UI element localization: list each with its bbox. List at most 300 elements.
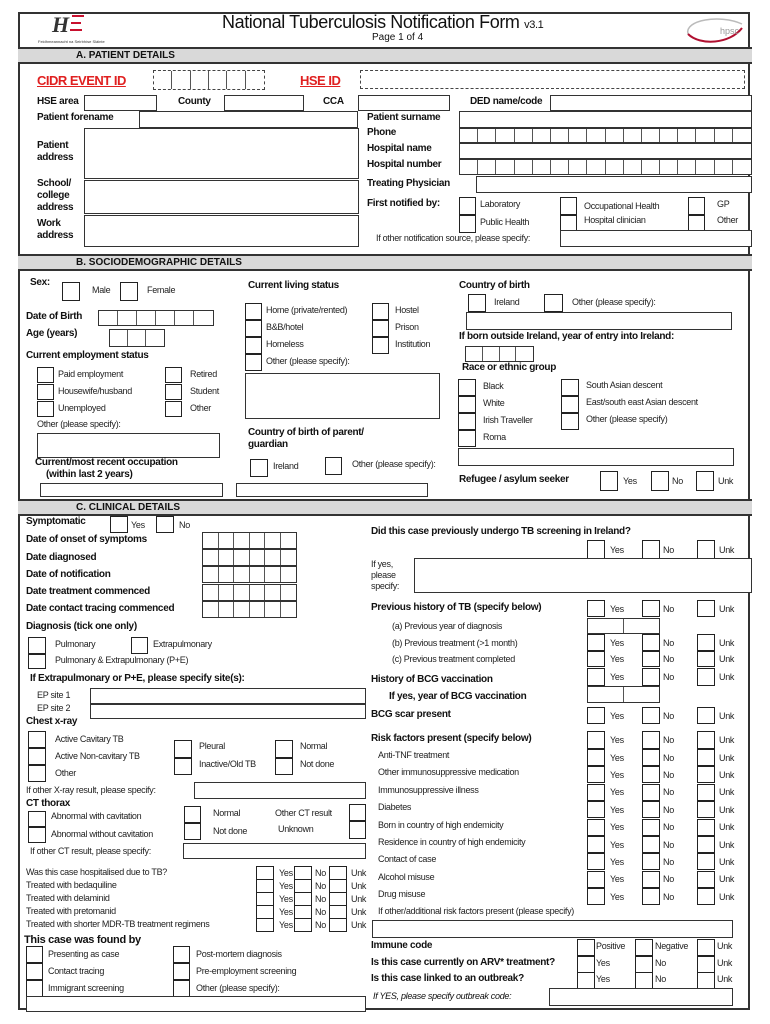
treat-date-field[interactable] (202, 584, 297, 601)
symp-no-checkbox[interactable] (156, 516, 174, 533)
risk-5-unk-checkbox[interactable] (697, 836, 715, 853)
c-risks-2-label: Immunosuppressive illness (378, 784, 479, 795)
digit-cell[interactable] (715, 129, 733, 142)
work-address-field[interactable] (84, 215, 359, 247)
digit-cell[interactable] (533, 129, 551, 142)
gp-checkbox[interactable] (688, 197, 705, 215)
c-risks-0-label: Anti-TNF treatment (378, 750, 450, 760)
risk-1-unk-checkbox[interactable] (697, 766, 715, 783)
digit-cell[interactable] (234, 602, 250, 617)
hse-id-field[interactable] (360, 70, 745, 89)
abcav-checkbox[interactable] (28, 811, 46, 827)
opt-no-label: No (663, 769, 674, 780)
b-paid-label: Paid employment (58, 369, 124, 379)
digit-cell[interactable] (733, 160, 751, 174)
occupation-field[interactable] (40, 483, 223, 497)
opt-unk-label: Unk (351, 868, 367, 878)
opt-no-label: No (655, 974, 666, 984)
risk-3-no-checkbox[interactable] (642, 801, 660, 818)
ctrace-checkbox[interactable] (26, 963, 43, 980)
preemp-checkbox[interactable] (173, 963, 190, 980)
arv-0-checkbox[interactable] (577, 956, 595, 973)
risk-3-yes-checkbox[interactable] (587, 801, 605, 818)
opt-yes-label: Yes (610, 710, 624, 721)
digit-cell[interactable] (219, 567, 235, 582)
risk-yes-checkbox[interactable] (587, 731, 605, 749)
inactive-checkbox[interactable] (174, 758, 192, 775)
opt-no-label: No (179, 520, 190, 530)
ct-notdone-checkbox[interactable] (184, 823, 201, 840)
refugee-no-checkbox[interactable] (651, 471, 669, 491)
unemp-checkbox[interactable] (37, 401, 54, 417)
risk-7-yes-checkbox[interactable] (587, 871, 605, 888)
digit-cell[interactable] (234, 585, 250, 600)
a-occ-label: Occupational Health (584, 201, 660, 211)
treatment-3-yes-checkbox[interactable] (256, 905, 274, 919)
risk-8-unk-checkbox[interactable] (697, 888, 715, 905)
c-onset-label: Date of onset of symptoms (26, 534, 147, 545)
outbreak-code-field[interactable] (549, 988, 733, 1006)
bcg-unk-checkbox[interactable] (697, 668, 715, 686)
digit-cell[interactable] (587, 129, 605, 142)
c-riskother-label: If other/additional risk factors present (please specify) (378, 906, 575, 916)
digit-cell[interactable] (281, 533, 297, 548)
digit-cell[interactable] (146, 330, 164, 346)
digit-cell[interactable] (234, 567, 250, 582)
digit-cell[interactable] (99, 311, 118, 325)
risk-2-no-checkbox[interactable] (642, 784, 660, 801)
digit-cell[interactable] (281, 585, 297, 600)
a-other_src-label: If other notification source, please specify: (376, 233, 531, 243)
digit-cell[interactable] (642, 129, 660, 142)
lab-checkbox[interactable] (459, 197, 476, 215)
bcg-scar-yes-checkbox[interactable] (587, 707, 605, 724)
digit-cell[interactable] (137, 311, 156, 325)
opt-unk-label: Unk (718, 476, 734, 486)
county-field[interactable] (224, 95, 304, 111)
other-source-field[interactable] (560, 230, 752, 247)
c-arv-label: Is this case currently on ARV* treatment? (371, 957, 555, 968)
digit-cell[interactable] (234, 533, 250, 548)
c-risk-label: Risk factors present (specify below) (371, 733, 532, 744)
notif-date-field[interactable] (202, 566, 297, 583)
emp-other-field[interactable] (37, 433, 220, 458)
digit-cell[interactable] (234, 550, 250, 565)
digit-cell[interactable] (587, 160, 605, 174)
bcg-scar-no-checkbox[interactable] (642, 707, 660, 724)
parent-ireland-checkbox[interactable] (250, 459, 268, 477)
risk-6-unk-checkbox[interactable] (697, 853, 715, 870)
digit-cell[interactable] (733, 129, 751, 142)
ct-normal-checkbox[interactable] (184, 806, 201, 823)
digit-cell[interactable] (588, 687, 624, 702)
noncav-checkbox[interactable] (28, 748, 46, 765)
refugee-unk-checkbox[interactable] (696, 471, 714, 491)
treatment-0-no-checkbox[interactable] (294, 866, 312, 880)
prev-treatment-yes-checkbox[interactable] (587, 634, 605, 651)
opt-yes-label: Yes (623, 476, 637, 486)
hospital-number-field[interactable] (459, 159, 752, 175)
risk-1-yes-checkbox[interactable] (587, 766, 605, 783)
opt-unk-label: Unk (719, 603, 735, 614)
prev-completed-unk-checkbox[interactable] (697, 651, 715, 667)
risk-7-no-checkbox[interactable] (642, 871, 660, 888)
risk-6-yes-checkbox[interactable] (587, 853, 605, 870)
ct-other-field[interactable] (183, 843, 366, 859)
digit-cell[interactable] (660, 129, 678, 142)
prev-history-unk-checkbox[interactable] (697, 600, 715, 617)
risk-2-unk-checkbox[interactable] (697, 784, 715, 801)
digit-cell[interactable] (203, 602, 219, 617)
risk-2-yes-checkbox[interactable] (587, 784, 605, 801)
xray-other-field[interactable] (194, 782, 366, 799)
occupational-health-checkbox[interactable] (560, 197, 577, 215)
cob-ireland-checkbox[interactable] (468, 294, 486, 312)
digit-cell[interactable] (265, 550, 281, 565)
treatment-3-unk-checkbox[interactable] (329, 905, 347, 919)
liv_other-checkbox[interactable] (245, 354, 262, 371)
digit-cell[interactable] (642, 160, 660, 174)
risk-0-unk-checkbox[interactable] (697, 749, 715, 766)
xray-normal-checkbox[interactable] (275, 740, 293, 758)
risk-0-yes-checkbox[interactable] (587, 749, 605, 766)
age-field[interactable] (109, 329, 165, 347)
found-other-field[interactable] (26, 996, 366, 1012)
digit-cell[interactable] (191, 71, 209, 89)
traveller-checkbox[interactable] (458, 413, 476, 430)
prev-history-no-checkbox[interactable] (642, 600, 660, 617)
digit-cell[interactable] (715, 160, 733, 174)
digit-cell[interactable] (203, 550, 219, 565)
south-checkbox[interactable] (561, 379, 579, 396)
onset-date-field[interactable] (202, 532, 297, 549)
treatment-0-unk-checkbox[interactable] (329, 866, 347, 880)
treatment-1-unk-checkbox[interactable] (329, 879, 347, 893)
digit-cell[interactable] (203, 533, 219, 548)
b-hostel-label: Hostel (395, 305, 419, 315)
risk-5-no-checkbox[interactable] (642, 836, 660, 853)
risk-8-yes-checkbox[interactable] (587, 888, 605, 905)
parent-field[interactable] (236, 483, 428, 497)
b-student-label: Student (190, 386, 219, 396)
digit-cell[interactable] (172, 71, 190, 89)
digit-cell[interactable] (624, 619, 660, 633)
digit-cell[interactable] (569, 160, 587, 174)
house-checkbox[interactable] (37, 384, 54, 400)
treatment-4-unk-checkbox[interactable] (329, 918, 347, 932)
opt-unk-label: Unk (719, 710, 735, 721)
risk-other-field[interactable] (372, 920, 733, 938)
treatment-2-yes-checkbox[interactable] (256, 892, 274, 906)
c-notif-label: Date of notification (26, 569, 111, 580)
public-health-checkbox[interactable] (459, 215, 476, 233)
bcg-yes-checkbox[interactable] (587, 668, 605, 686)
prev-history-yes-checkbox[interactable] (587, 600, 605, 617)
address-field[interactable] (84, 128, 359, 179)
opt-yes-label: Yes (610, 672, 624, 682)
immune-2-checkbox[interactable] (697, 939, 715, 956)
digit-cell[interactable] (624, 687, 660, 702)
surname-field[interactable] (459, 111, 752, 128)
digit-cell[interactable] (496, 160, 514, 174)
immune-1-checkbox[interactable] (635, 939, 653, 956)
cob-other-checkbox[interactable] (544, 294, 563, 312)
extrapulmonary-checkbox[interactable] (131, 637, 148, 654)
digit-cell[interactable] (460, 160, 478, 174)
student-checkbox[interactable] (165, 384, 182, 400)
bb-checkbox[interactable] (245, 320, 262, 337)
digit-cell[interactable] (460, 129, 478, 142)
living-other-field[interactable] (245, 373, 440, 419)
digit-cell[interactable] (203, 585, 219, 600)
immig-checkbox[interactable] (26, 980, 43, 997)
digit-cell[interactable] (265, 533, 281, 548)
c-xspec-label: If other X-ray result, please specify: (26, 785, 156, 795)
digit-cell[interactable] (265, 602, 281, 617)
pulmonary-checkbox[interactable] (28, 637, 46, 654)
prev-year-field[interactable] (587, 618, 660, 634)
digit-cell[interactable] (118, 311, 137, 325)
school-address-field[interactable] (84, 180, 359, 214)
hostel-checkbox[interactable] (372, 303, 389, 320)
cob-field[interactable] (466, 312, 732, 330)
digit-cell[interactable] (219, 602, 235, 617)
digit-cell[interactable] (515, 160, 533, 174)
screening-yes-checkbox[interactable] (587, 540, 605, 559)
svg-text:H: H (52, 12, 70, 37)
diag-date-field[interactable] (202, 549, 297, 566)
digit-cell[interactable] (219, 533, 235, 548)
retired-checkbox[interactable] (165, 367, 182, 383)
prev-completed-no-checkbox[interactable] (642, 651, 660, 667)
ded-field[interactable] (550, 95, 752, 111)
female-checkbox[interactable] (120, 282, 138, 301)
digit-cell[interactable] (624, 129, 642, 142)
bcg-year-field[interactable] (587, 686, 660, 703)
inst-checkbox[interactable] (372, 337, 389, 354)
refugee-yes-checkbox[interactable] (600, 471, 618, 491)
risk-3-unk-checkbox[interactable] (697, 801, 715, 818)
digit-cell[interactable] (265, 585, 281, 600)
ep-site-2-field[interactable] (90, 704, 366, 719)
digit-cell[interactable] (227, 71, 245, 89)
c-pulm-label: Pulmonary (55, 639, 96, 649)
treatment-4-yes-checkbox[interactable] (256, 918, 274, 932)
digit-cell[interactable] (128, 330, 146, 346)
symp-yes-checkbox[interactable] (110, 516, 128, 533)
treatment-1-yes-checkbox[interactable] (256, 879, 274, 893)
roma-checkbox[interactable] (458, 430, 476, 447)
risk-no-checkbox[interactable] (642, 731, 660, 749)
treatment-0-yes-checkbox[interactable] (256, 866, 274, 880)
treatment-1-no-checkbox[interactable] (294, 879, 312, 893)
pleural-checkbox[interactable] (174, 740, 192, 758)
outbreak-1-checkbox[interactable] (635, 972, 653, 989)
c-screen-label: Did this case previously undergo TB screening in Ireland? (371, 526, 631, 537)
c-ep2-label: EP site 2 (37, 703, 71, 713)
pm-checkbox[interactable] (173, 946, 190, 963)
digit-cell[interactable] (483, 347, 500, 361)
outbreak-0-checkbox[interactable] (577, 972, 595, 989)
cav-checkbox[interactable] (28, 731, 46, 748)
digit-cell[interactable] (250, 585, 266, 600)
digit-cell[interactable] (516, 347, 533, 361)
digit-cell[interactable] (246, 71, 264, 89)
parent-other-checkbox[interactable] (325, 457, 342, 475)
hospital-name-field[interactable] (459, 143, 752, 159)
risk-4-unk-checkbox[interactable] (697, 819, 715, 836)
digit-cell[interactable] (203, 567, 219, 582)
digit-cell[interactable] (110, 330, 128, 346)
black-checkbox[interactable] (458, 379, 476, 396)
digit-cell[interactable] (156, 311, 175, 325)
digit-cell[interactable] (250, 567, 266, 582)
b-other-label: Other (190, 403, 212, 413)
risk-unk-checkbox[interactable] (697, 731, 715, 749)
paid-checkbox[interactable] (37, 367, 54, 383)
prev-completed-yes-checkbox[interactable] (587, 651, 605, 667)
digit-cell[interactable] (500, 347, 517, 361)
b-liv_other-label: Other (please specify): (266, 356, 350, 366)
digit-cell[interactable] (265, 567, 281, 582)
digit-cell[interactable] (496, 129, 514, 142)
homeless-checkbox[interactable] (245, 337, 262, 354)
a-cidr-label: CIDR EVENT ID (37, 73, 126, 88)
home-checkbox[interactable] (245, 303, 262, 320)
digit-cell[interactable] (551, 129, 569, 142)
male-checkbox[interactable] (62, 282, 80, 301)
other-checkbox[interactable] (165, 401, 182, 417)
phone-field[interactable] (459, 128, 752, 143)
prev-treatment-unk-checkbox[interactable] (697, 634, 715, 651)
xray-notdone-checkbox[interactable] (275, 758, 293, 775)
digit-cell[interactable] (281, 602, 297, 617)
risk-1-no-checkbox[interactable] (642, 766, 660, 783)
east-checkbox[interactable] (561, 396, 579, 413)
abnocav-checkbox[interactable] (28, 827, 46, 843)
screening-unk-checkbox[interactable] (697, 540, 715, 559)
digit-cell[interactable] (588, 619, 624, 633)
c-pe-label: Pulmonary & Extrapulmonary (P+E) (55, 655, 189, 665)
c-risks-7-label: Alcohol misuse (378, 871, 435, 882)
digit-cell[interactable] (478, 129, 496, 142)
opt-yes-label: Yes (610, 637, 624, 648)
ep-site-1-field[interactable] (90, 688, 366, 704)
treatment-2-no-checkbox[interactable] (294, 892, 312, 906)
digit-cell[interactable] (606, 129, 624, 142)
digit-cell[interactable] (250, 533, 266, 548)
bcg-no-checkbox[interactable] (642, 668, 660, 686)
treatment-2-unk-checkbox[interactable] (329, 892, 347, 906)
digit-cell[interactable] (678, 129, 696, 142)
outbreak-2-checkbox[interactable] (697, 972, 715, 989)
risk-0-no-checkbox[interactable] (642, 749, 660, 766)
opt-yes-label: Yes (610, 735, 624, 745)
digit-cell[interactable] (466, 347, 483, 361)
contact-date-field[interactable] (202, 601, 297, 618)
digit-cell[interactable] (678, 160, 696, 174)
xother-checkbox[interactable] (28, 765, 46, 782)
c-ctnormal-label: Normal (213, 808, 241, 818)
digit-cell[interactable] (219, 585, 235, 600)
digit-cell[interactable] (696, 129, 714, 142)
risk-5-yes-checkbox[interactable] (587, 836, 605, 853)
digit-cell[interactable] (606, 160, 624, 174)
digit-cell[interactable] (219, 550, 235, 565)
treatment-4-no-checkbox[interactable] (294, 918, 312, 932)
c-treatments-3-label: Treated with pretomanid (26, 906, 116, 916)
cca-field[interactable] (358, 95, 450, 111)
dob-field[interactable] (98, 310, 214, 326)
digit-cell[interactable] (478, 160, 496, 174)
opt-no-label: No (663, 672, 674, 682)
opt-no-label: No (315, 894, 326, 904)
forename-field[interactable] (139, 111, 358, 128)
prev-treatment-no-checkbox[interactable] (642, 634, 660, 651)
immune-0-checkbox[interactable] (577, 939, 595, 956)
digit-cell[interactable] (194, 311, 213, 325)
digit-cell[interactable] (515, 129, 533, 142)
hse-area-field[interactable] (84, 95, 157, 111)
c-ctother-label: Other CT result (275, 808, 332, 818)
opt-unk-label: Unk (719, 787, 735, 798)
digit-cell[interactable] (696, 160, 714, 174)
bcg-scar-unk-checkbox[interactable] (697, 707, 715, 724)
risk-8-no-checkbox[interactable] (642, 888, 660, 905)
prison-checkbox[interactable] (372, 320, 389, 337)
cidr-field[interactable] (153, 70, 265, 90)
screening-specify-field[interactable] (414, 558, 752, 593)
risk-6-no-checkbox[interactable] (642, 853, 660, 870)
digit-cell[interactable] (569, 129, 587, 142)
a-hse_area-label: HSE area (37, 96, 79, 107)
digit-cell[interactable] (209, 71, 227, 89)
digit-cell[interactable] (175, 311, 194, 325)
r_other-checkbox[interactable] (561, 413, 579, 430)
digit-cell[interactable] (281, 550, 297, 565)
digit-cell[interactable] (154, 71, 172, 89)
risk-4-yes-checkbox[interactable] (587, 819, 605, 836)
present-checkbox[interactable] (26, 946, 43, 963)
a-county-label: County (178, 96, 211, 107)
digit-cell[interactable] (660, 160, 678, 174)
digit-cell[interactable] (551, 160, 569, 174)
arv-2-checkbox[interactable] (697, 956, 715, 973)
ct-other-checkbox[interactable] (349, 804, 366, 821)
c-ctrace-label: Contact tracing (48, 966, 105, 976)
pulm-extra-checkbox[interactable] (28, 654, 46, 669)
treatment-3-no-checkbox[interactable] (294, 905, 312, 919)
physician-field[interactable] (476, 176, 752, 193)
digit-cell[interactable] (624, 160, 642, 174)
white-checkbox[interactable] (458, 396, 476, 413)
a-other-label: Other (717, 215, 739, 225)
ct-unknown-checkbox[interactable] (349, 821, 366, 839)
digit-cell[interactable] (533, 160, 551, 174)
screening-no-checkbox[interactable] (642, 540, 660, 559)
risk-7-unk-checkbox[interactable] (697, 871, 715, 888)
digit-cell[interactable] (281, 567, 297, 582)
digit-cell[interactable] (250, 550, 266, 565)
risk-4-no-checkbox[interactable] (642, 819, 660, 836)
entry-year-field[interactable] (465, 346, 534, 362)
fother-checkbox[interactable] (173, 980, 190, 997)
arv-1-checkbox[interactable] (635, 956, 653, 973)
svg-text:Feidhmeannacht na Seirbhíse Sl: Feidhmeannacht na Seirbhíse Sláinte (38, 39, 105, 44)
c-treatments-2-label: Treated with delaminid (26, 893, 110, 903)
digit-cell[interactable] (250, 602, 266, 617)
race-other-field[interactable] (458, 448, 734, 466)
